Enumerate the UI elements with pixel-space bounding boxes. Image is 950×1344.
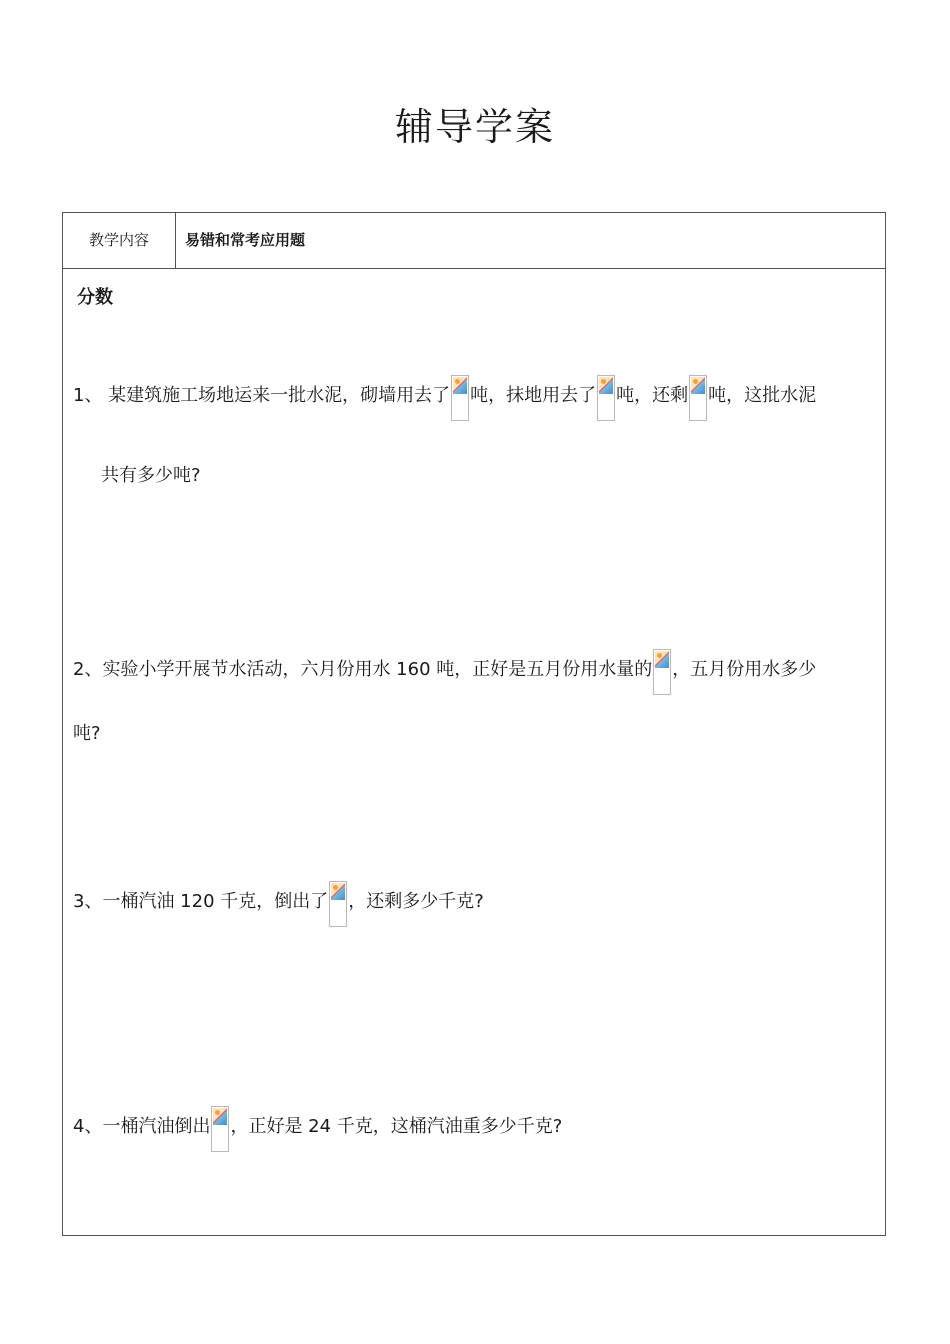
header-value: 易错和常考应用题	[185, 231, 306, 249]
header-row	[63, 213, 885, 269]
broken-image-icon	[597, 375, 615, 421]
question-3-text-a: 3、一桶汽油 120 千克，倒出了	[73, 891, 329, 912]
question-2-line-2: 吨?	[73, 723, 101, 744]
question-1-line-1	[73, 375, 816, 421]
question-1-text-d: 吨，这批水泥	[708, 385, 817, 406]
worksheet-table	[62, 212, 886, 1236]
broken-image-icon	[451, 375, 469, 421]
question-1-text-c: 吨，还剩	[616, 385, 689, 406]
question-1-text-b: 吨，抹地用去了	[470, 385, 597, 406]
section-heading: 分数	[77, 287, 113, 308]
broken-image-icon	[653, 649, 671, 695]
document-title: 辅导学案	[394, 105, 555, 149]
question-3-text-b: ，还剩多少千克?	[348, 891, 484, 912]
question-4-text-b: ，正好是 24 千克，这桶汽油重多少千克?	[230, 1116, 563, 1137]
question-1-line-2: 共有多少吨?	[101, 465, 201, 486]
broken-image-icon	[329, 881, 347, 927]
broken-image-icon	[211, 1106, 229, 1152]
broken-image-icon	[689, 375, 707, 421]
question-2-text-a: 2、实验小学开展节水活动，六月份用水 160 吨，正好是五月份用水量的	[73, 659, 653, 680]
question-2-text-b: ，五月份用水多少	[672, 659, 817, 680]
question-4-line-1	[73, 1106, 562, 1152]
header-label: 教学内容	[63, 213, 176, 268]
question-4-text-a: 4、一桶汽油倒出	[73, 1116, 211, 1137]
question-1-text-a: 1、 某建筑施工场地运来一批水泥，砌墙用去了	[73, 385, 451, 406]
question-2-line-1	[73, 649, 816, 695]
question-3-line-1	[73, 881, 484, 927]
